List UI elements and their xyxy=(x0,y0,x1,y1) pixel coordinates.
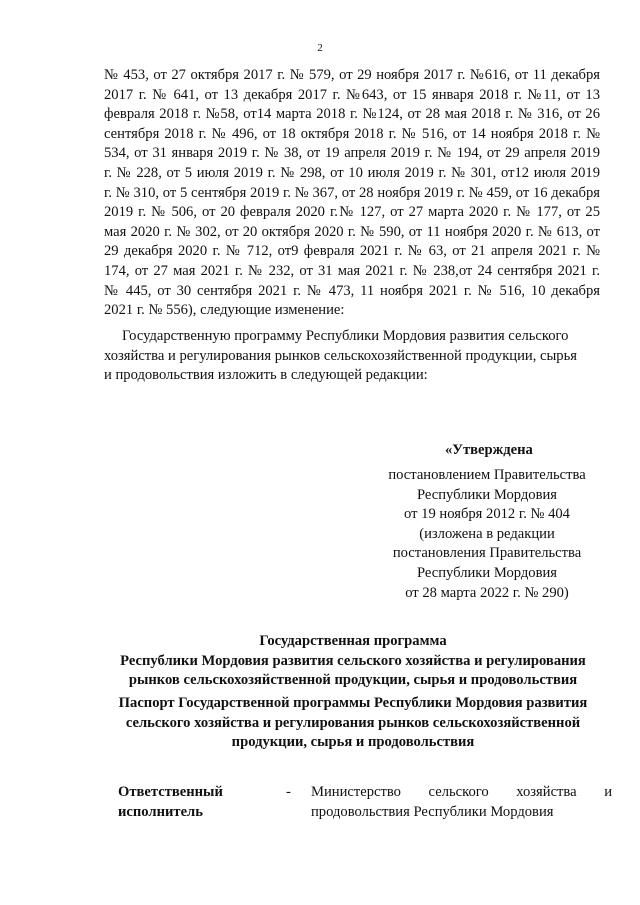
approval-line: Республики Мордовия xyxy=(416,486,557,503)
approval-line: постановлением Правительства xyxy=(388,467,586,483)
amendments-line: г. № 310, от 5 сентября 2019 г. № 367, от 28 ноября 2019 г. № 459, от 16 декабря xyxy=(104,184,600,201)
value-line: продовольствия Республики Мордовия xyxy=(311,803,554,820)
approval-line: от 28 марта 2022 г. № 290) xyxy=(405,584,569,601)
amendments-line: № 453, от 27 октября 2017 г. № 579, от 29 ноября 2017 г. №616, от 11 декабря xyxy=(104,67,600,83)
page-number: 2 xyxy=(317,42,323,54)
intro-line: хозяйства и регулирования рынков сельскохозяйственной продукции, сырья xyxy=(104,347,577,364)
program-title xyxy=(100,632,606,691)
passport-title xyxy=(100,694,606,753)
passport-title-line: продукции, сырья и продовольствия xyxy=(231,734,475,750)
program-title-line: Государственная программа xyxy=(259,633,447,649)
approval-block xyxy=(382,466,592,603)
amendments-line: 29 декабря 2020 г. № 712, от9 февраля 2021 г. № 63, от 21 апреля 2021 г. № xyxy=(104,243,600,260)
amendments-line: 174, от 27 мая 2021 г. № 232, от 31 мая 2021 г. № 238,от 24 сентября 2021 г. xyxy=(104,262,600,279)
label-line: Ответственный xyxy=(118,784,223,800)
amendments-line: г. № 228, от 5 июля 2019 г. № 298, от 10 июля 2019 г. № 301, от12 июля 2019 xyxy=(104,164,600,181)
intro-line: и продовольствия изложить в следующей редакции: xyxy=(104,367,428,384)
amendments-line: 2021 г. № 556), следующие изменение: xyxy=(104,302,345,319)
program-title-line: рынков сельскохозяйственной продукции, сырья и продовольствия xyxy=(128,672,578,688)
amendments-line: сентября 2018 г. № 496, от 18 октября 2018 г. № 516, от 14 ноября 2018 г. № xyxy=(104,125,600,142)
program-title-line: Республики Мордовия развития сельского хозяйства и регулирования xyxy=(120,652,586,669)
approval-line: Республики Мордовия xyxy=(416,564,557,581)
amendments-line: февраля 2018 г. №58, от14 марта 2018 г. №124, от 28 мая 2018 г. № 316, от 26 xyxy=(104,106,600,123)
approval-line: постановления Правительства xyxy=(392,545,582,562)
intro-line: Государственную программу Республики Мордовия развития сельского xyxy=(122,328,569,344)
amendments-line: мая 2020 г. № 302, от 20 октября 2020 г. № 590, от 11 ноября 2020 г. № 613, от xyxy=(104,223,600,240)
amendments-line: 534, от 31 января 2019 г. № 38, от 19 апреля 2019 г. № 194, от 29 апреля 2019 xyxy=(104,145,600,162)
approval-line: от 19 ноября 2012 г. № 404 xyxy=(404,506,570,523)
passport-title-line: сельского хозяйства и регулирования рынков сельскохозяйственной xyxy=(125,714,581,731)
amendments-line: № 445, от 30 сентября 2021 г. № 473, 11 ноября 2021 г. № 516, 10 декабря xyxy=(104,282,600,299)
passport-row-dash: - xyxy=(286,784,291,800)
intro-paragraph xyxy=(104,327,600,386)
amendments-paragraph xyxy=(104,66,600,321)
amendments-line: 2019 г. № 506, от 20 февраля 2020 г.№ 127, от 27 марта 2020 г. № 177, от 25 xyxy=(104,204,600,221)
approval-line: (изложена в редакции xyxy=(419,525,555,542)
passport-title-line: Паспорт Государственной программы Республики Мордовия развития xyxy=(118,695,588,711)
amendments-line: 2017 г. № 641, от 13 декабря 2017 г. №643, от 15 января 2018 г. №11, от 13 xyxy=(104,86,600,103)
label-line: исполнитель xyxy=(118,803,203,820)
value-line: Министерство сельского хозяйства и xyxy=(311,784,612,800)
approval-title: «Утверждена xyxy=(445,442,533,458)
passport-row-label xyxy=(118,783,268,822)
passport-row-value xyxy=(311,783,612,822)
